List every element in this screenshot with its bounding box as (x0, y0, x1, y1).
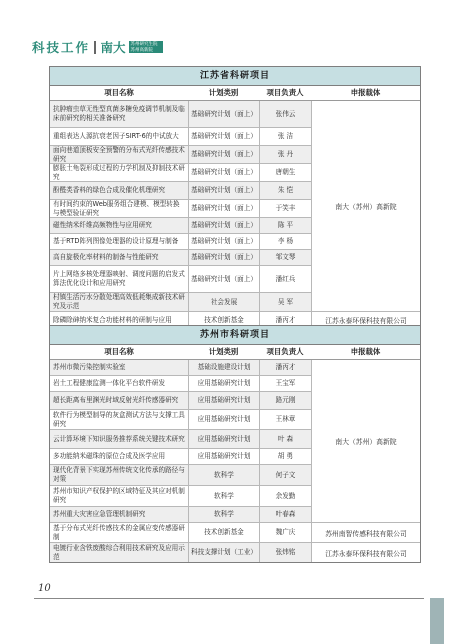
brand-tag: 苏州研究生院 苏州高新院 (129, 41, 163, 53)
carrier-column (311, 101, 420, 328)
page-edge-marker (430, 598, 444, 644)
plan-type: 基础研究计划（面上） (188, 234, 259, 249)
table-row (50, 101, 311, 128)
plan-type: 应用基础研究计划 (188, 376, 259, 391)
plan-type: 基础研究计划（面上） (188, 128, 259, 145)
table-row (50, 430, 311, 449)
project-name: 基于RTD阵列图像处理器的设计原理与制备 (53, 237, 179, 246)
plan-type: 应用基础研究计划 (188, 410, 259, 429)
table-row (50, 266, 311, 293)
project-name: 云计算环境下知识服务推荐系统关键技术研究 (53, 434, 185, 443)
carrier-cell: 南大（苏州）高新院 (335, 438, 397, 446)
plan-type: 应用基础研究计划 (188, 392, 259, 409)
project-name: 面向巷道顶板安全预警的分布式光纤传感技术研究 (53, 145, 185, 163)
project-name: 有时间约束的Web服务组合建模、模型转换与模型验证研究 (53, 199, 180, 217)
project-lead: 张 洁 (259, 128, 311, 145)
table-row (50, 410, 311, 430)
project-name: 村镇生活污水分散处理高效低耗集成新技术研究及示范 (53, 293, 185, 310)
plan-type: 基础设施建设计划 (188, 360, 259, 375)
plan-type: 基础研究计划（面上） (188, 218, 259, 233)
project-name: 重组表达人源抗衰老因子SIRT-6的中试放大 (53, 132, 179, 141)
region-label: 南大 (100, 40, 126, 55)
plan-type: 基础研究计划（面上） (188, 182, 259, 199)
carrier-cell: 苏州南智传感科技有限公司 (312, 522, 420, 542)
carrier-cell: 江苏永泰环保科技有限公司 (312, 542, 420, 562)
plan-type: 科技支撑计划（工业） (188, 543, 259, 562)
table-row (50, 128, 311, 146)
project-name: 除磷除砷纳米复合功能材料的研制与应用 (53, 315, 172, 324)
table-rows (50, 101, 311, 328)
column-header-type: 计划类别 (208, 88, 239, 97)
project-lead: 胡 勇 (259, 449, 311, 464)
footer-rule (34, 598, 424, 599)
project-lead: 叶春森 (259, 507, 311, 522)
jiangsu-project-table (49, 66, 421, 329)
project-lead: 王宝军 (259, 376, 311, 391)
section-title: 江苏省科研项目 (50, 67, 420, 86)
table-row (50, 465, 311, 486)
column-header-carrier: 申报载体 (350, 88, 381, 97)
project-lead: 陈 平 (259, 218, 311, 233)
header-divider (94, 41, 96, 54)
plan-type: 技术创新基金 (188, 523, 259, 542)
project-name: 岩土工程健康监测一体化平台软件研发 (53, 379, 166, 388)
table-row (50, 250, 311, 266)
plan-type: 基础研究计划（面上） (188, 200, 259, 217)
table-row (50, 360, 311, 376)
column-header-name: 项目名称 (104, 347, 134, 356)
page-header (32, 38, 163, 56)
column-header-row (50, 345, 420, 360)
plan-type: 基础研究计划（面上） (188, 250, 259, 265)
plan-type: 技术创新基金 (188, 312, 259, 328)
project-name: 超长距离布里渊光时域反射光纤传感器研究 (53, 396, 179, 405)
column-header-lead: 项目负责人 (266, 88, 304, 97)
project-name: 苏州重大灾害应急管理机制研究 (53, 510, 146, 519)
carrier-cell: 南大（苏州）高新院 (335, 203, 397, 211)
column-header-lead: 项目负责人 (266, 347, 304, 356)
table-row (50, 293, 311, 312)
project-lead: 张伟云 (259, 101, 311, 127)
column-header-row (50, 86, 420, 101)
project-lead: 张 丹 (259, 146, 311, 163)
carrier-cell: 江苏永泰环保科技有限公司 (312, 311, 420, 328)
project-lead: 朱 恺 (259, 182, 311, 199)
table-row (50, 218, 311, 234)
project-lead: 何子文 (259, 465, 311, 485)
table-row (50, 392, 311, 410)
plan-type: 应用基础研究计划 (188, 449, 259, 464)
project-name: 现代化背景下实现苏州传统文化传承的路径与对策 (53, 466, 185, 483)
column-header-carrier: 申报载体 (350, 347, 381, 356)
project-name: 酚醛类香料的绿色合成及催化机理研究 (53, 186, 166, 195)
project-lead: 余发勤 (259, 486, 311, 506)
table-row (50, 543, 311, 562)
project-name: 片上网络多核处理器映射、调度问题的启发式算法优化设计和应用研究 (53, 270, 185, 287)
plan-type: 应用基础研究计划 (188, 430, 259, 448)
project-name: 电镀行业含铁废酸综合利用技术研究及应用示范 (53, 543, 185, 561)
table-row (50, 234, 311, 250)
project-name: 苏州市微污染控制实验室 (53, 363, 126, 372)
project-name: 多功能纳米磁珠的原位合成及医学应用 (53, 452, 166, 461)
carrier-column (311, 360, 420, 562)
suzhou-project-table (49, 325, 421, 563)
project-lead: 魏广庆 (259, 523, 311, 542)
project-lead: 潘红兵 (259, 266, 311, 292)
table-row (50, 146, 311, 164)
project-lead: 唐朝生 (259, 164, 311, 181)
column-header-name: 项目名称 (104, 88, 134, 97)
project-lead: 叶 森 (259, 430, 311, 448)
project-lead: 张炜铭 (259, 543, 311, 562)
plan-type: 基础研究计划（面上） (188, 101, 259, 127)
project-lead: 邹文琴 (259, 250, 311, 265)
table-row (50, 507, 311, 523)
project-lead: 吴 军 (259, 293, 311, 311)
table-row (50, 164, 311, 182)
brand-title: 科技工作 (32, 40, 91, 55)
table-rows (50, 360, 311, 562)
project-name: 基于分布式光纤传感技术的金属应变传感器研制 (53, 523, 185, 541)
plan-type: 基础研究计划（面上） (188, 164, 259, 181)
plan-type: 软科学 (188, 486, 259, 506)
table-row (50, 200, 311, 218)
table-row (50, 523, 311, 543)
plan-type: 基础研究计划（面上） (188, 266, 259, 292)
project-name: 苏州市知识产权保护的区域特征及其应对机制研究 (53, 487, 185, 504)
plan-type: 基础研究计划（面上） (188, 146, 259, 163)
project-name: 软件行为模型制导的灰盒测试方法与支撑工具研究 (53, 410, 185, 428)
section-title: 苏州市科研项目 (50, 326, 420, 345)
table-row (50, 486, 311, 507)
plan-type: 社会发展 (188, 293, 259, 311)
table-row (50, 449, 311, 465)
project-lead: 路元刚 (259, 392, 311, 409)
project-lead: 潘丙才 (259, 312, 311, 328)
project-name: 磁性纳米纤维高频物性与应用研究 (53, 221, 152, 230)
table-row (50, 376, 311, 392)
project-lead: 于笑丰 (259, 200, 311, 217)
column-header-type: 计划类别 (208, 347, 239, 356)
plan-type: 软科学 (188, 507, 259, 522)
page-number: 10 (38, 583, 51, 594)
plan-type: 软科学 (188, 465, 259, 485)
project-name: 抗肿瘤虫草无性型真菌多糖免疫调节机制及临床前研究的相关准备研究 (53, 105, 185, 122)
project-lead: 王林章 (259, 410, 311, 429)
project-lead: 潘丙才 (259, 360, 311, 375)
table-row (50, 182, 311, 200)
project-name: 高自旋极化率材料的制备与性能研究 (53, 253, 159, 262)
project-name: 膨胀土龟裂形成过程的力学机制及抑制技术研究 (53, 163, 185, 181)
project-lead: 李 杨 (259, 234, 311, 249)
